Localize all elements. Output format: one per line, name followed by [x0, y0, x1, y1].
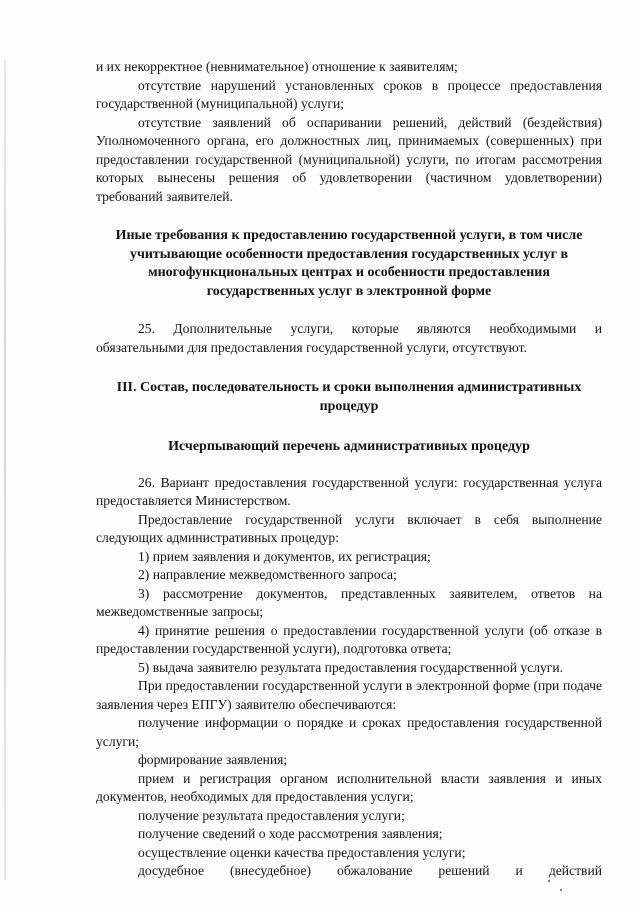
list-item: 5) выдача заявителю результата предоставления государственной услуги. [138, 659, 564, 675]
scan-speck [548, 880, 550, 882]
heading-section-3: III. Состав, последовательность и сроки выполнения административных процедур [116, 380, 582, 414]
paragraph-electronic-form: При предоставлении государственной услуги в электронной форме (при подаче заявления через ЕПГУ) заявителю обеспечиваются: [96, 678, 602, 712]
list-item: осуществление оценки качества предоставления услуги; [138, 844, 466, 860]
list-item: 1) прием заявления и документов, их регистрация; [138, 548, 431, 564]
paragraph-26: 26. Вариант предоставления государственной услуги: государственная услуга предоставляется Министерством. [96, 474, 602, 508]
scan-speck [560, 889, 562, 891]
paragraph-no-deadline-violations: отсутствие нарушений установленных сроков в процессе предоставления государственной (муниципальной) услуги; [96, 77, 602, 111]
list-item: 4) принятие решения о предоставлении государственной услуги (об отказе в предоставлении государственной услуги), подготовка ответа; [96, 622, 602, 656]
list-item: формирование заявления; [138, 752, 288, 767]
paragraph-improper-attitude: и их некорректное (невнимательное) отношение к заявителям; [96, 59, 458, 74]
list-item: получение результата предоставления услуги; [138, 807, 405, 823]
paragraph-25: 25. Дополнительные услуги, которые являются необходимыми и обязательными для предоставления государственной услуги, отсутствуют. [96, 321, 602, 355]
list-item: 2) направление межведомственного запроса; [138, 567, 397, 582]
document-body [96, 58, 602, 881]
list-item: 3) рассмотрение документов, представленных заявителем, ответов на межведомственные запросы; [96, 585, 602, 619]
paragraph-appeal-truncated: досудебное (внесудебное) обжалование решений и действий [138, 863, 602, 878]
heading-procedures-list: Исчерпывающий перечень административных процедур [168, 439, 530, 454]
list-item: получение сведений о ходе рассмотрения заявления; [138, 826, 443, 841]
paragraph-includes: Предоставление государственной услуги включает в себя выполнение следующих административных процедур: [96, 511, 602, 545]
heading-other-requirements: Иные требования к предоставлению государственной услуги, в том числе учитывающие особенности предоставления государственных услуг в многофункциональных центрах и особенности предоставления государственных услуг в электронной форме [115, 228, 583, 299]
scan-edge-shadow [4, 60, 6, 880]
list-item: получение информации о порядке и сроках предоставления государственной услуги; [96, 715, 602, 749]
list-item: прием и регистрация органом исполнительной власти заявления и иных документов, необходимых для предоставления услуги; [96, 770, 602, 804]
paragraph-no-appeals: отсутствие заявлений об оспаривании решений, действий (бездействия) Уполномоченного органа, его должностных лиц, принимаемых (совершенных) при предоставлении государственной (муниципальной) услуги, по итогам рассмотрения которых вынесены решения об удовлетворении (частичном удовлетворении) требований заявителей. [96, 114, 602, 204]
